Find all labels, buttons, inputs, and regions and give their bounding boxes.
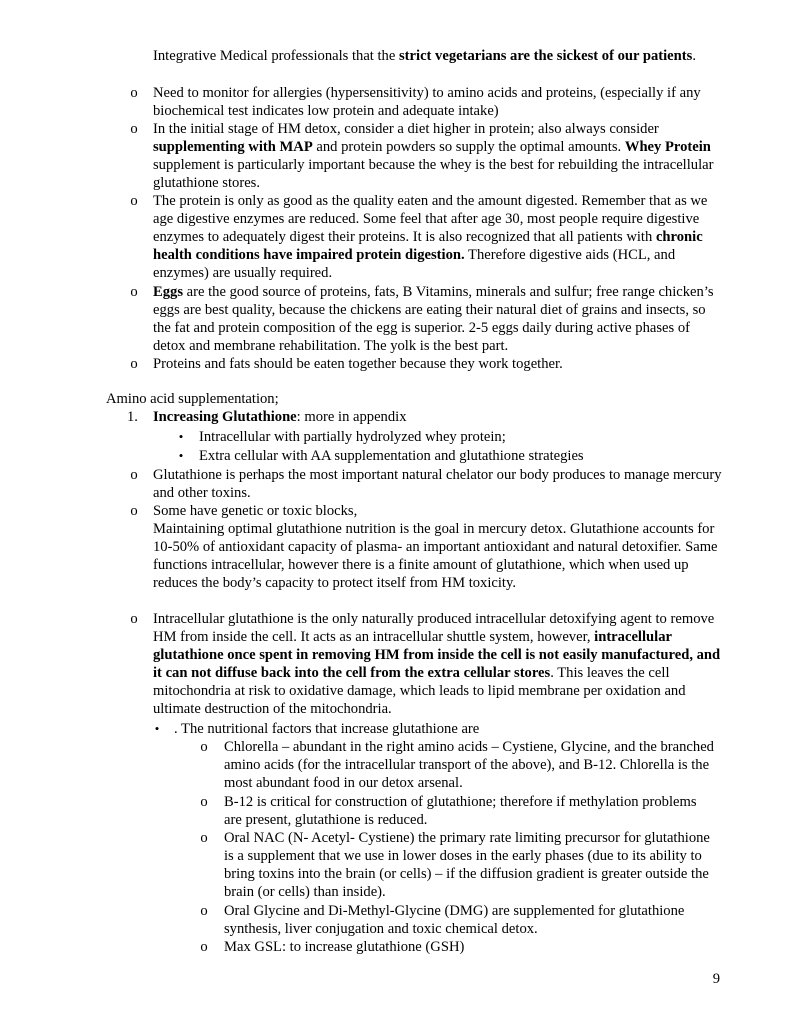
factors-heading: . The nutritional factors that increase glutathione are: [174, 721, 480, 737]
list-marker: o: [200, 939, 208, 955]
sub-list-item: Extra cellular with AA supplementation and glutathione strategies: [199, 448, 584, 464]
list-item-text: Intracellular glutathione is the only naturally produced intracellular detoxifying agent to remove HM from inside the cell. It acts as an intracellular shuttle system, however,: [153, 611, 715, 645]
list-marker: o: [200, 903, 208, 919]
list-marker: o: [130, 611, 138, 627]
bullet-marker: •: [178, 448, 184, 463]
list-item-text: Proteins and fats should be eaten together because they work together.: [153, 356, 563, 372]
list-item-text: Maintaining optimal glutathione nutrition is the goal in mercury detox. Glutathione accounts for 10-50% of antioxidant capacity of plasma- an important antioxidant and natural detoxifier. Same functions intracellular, however there is a finite amount of glutathione, which when used up reduces the body’s capacity to protect itself from HM toxicity.: [153, 521, 718, 591]
bullet-marker: •: [154, 721, 160, 736]
list-marker: o: [130, 85, 138, 101]
list-item-text: Therefore digestive aids (HCL, and enzymes) are usually required.: [153, 247, 676, 281]
list-item-bold: supplementing with MAP: [153, 139, 313, 155]
list-item-text: Some have genetic or toxic blocks,: [153, 503, 358, 519]
list-item-bold: Whey Protein: [624, 139, 711, 155]
section-heading: Amino acid supplementation;: [106, 391, 279, 407]
list-item-text: are the good source of proteins, fats, B Vitamins, minerals and sulfur; free range chicken’s eggs are best quality, because the chickens are eating their natural diet of grains and insects, so the fat and protein composition of the egg is superior. 2-5 eggs daily during active phases of detox and membrane rehabilitation. The yolk is the best part.: [153, 284, 714, 354]
list-item-text: Need to monitor for allergies (hypersensitivity) to amino acids and proteins, (especially if any biochemical test indicates low protein and adequate intake): [153, 85, 701, 119]
intro-paragraph: [153, 47, 725, 65]
intro-bold: strict vegetarians are the sickest of our patients: [399, 48, 693, 64]
list-item: [153, 84, 725, 120]
list-marker: o: [130, 356, 138, 372]
list-item: [153, 466, 725, 502]
page-number: 9: [712, 971, 720, 987]
list-item-bold: Eggs: [153, 284, 184, 300]
list-item: [153, 502, 725, 592]
numbered-item-text: : more in appendix: [296, 409, 407, 425]
factor-item: Oral NAC (N- Acetyl- Cystiene) the primary rate limiting precursor for glutathione is a supplement that we use in lower doses in the early phases (due to its ability to bring toxins into the brain (or cells) – if the diffusion gradient is greater outside the brain (or cells) than inside).: [224, 830, 710, 900]
list-marker: o: [130, 467, 138, 483]
list-item-bold: chronic health conditions have impaired protein digestion.: [153, 229, 703, 263]
list-item-text: supplement is particularly important because the whey is the best for rebuilding the intracellular glutathione stores.: [153, 157, 714, 191]
sub-list-item: Intracellular with partially hydrolyzed whey protein;: [199, 429, 506, 445]
list-item-text: and protein powders so supply the optimal amounts.: [312, 139, 625, 155]
list-item-bold: intracellular glutathione once spent in removing HM from inside the cell is not easily manufactured, and it can not diffuse back into the cell from the extra cellular stores: [153, 629, 721, 681]
list-item: [153, 192, 725, 282]
list-marker: o: [200, 739, 208, 755]
list-item: [153, 355, 725, 373]
numbered-item: [153, 408, 725, 426]
list-marker: o: [130, 284, 138, 300]
list-item-text: In the initial stage of HM detox, consider a diet higher in protein; also always consider: [153, 121, 659, 137]
factor-item: Max GSL: to increase glutathione (GSH): [224, 939, 465, 955]
bullet-marker: •: [178, 429, 184, 444]
intro-text: Integrative Medical professionals that the: [153, 48, 399, 64]
list-marker: o: [130, 503, 138, 519]
factor-item: Chlorella – abundant in the right amino acids – Cystiene, Glycine, and the branched amino acids (for the intracellular transport of the above), and B-12. Chlorella is the most abundant food in our detox arsenal.: [224, 739, 714, 791]
list-marker: o: [200, 830, 208, 846]
list-item: [153, 283, 725, 355]
list-item: [153, 610, 725, 718]
list-item-text: The protein is only as good as the quality eaten and the amount digested. Remember that as we age digestive enzymes are reduced. Some feel that after age 30, most people require digestive enzymes to adequately digest their proteins. It is also recognized that all patients with: [153, 193, 708, 245]
list-number: 1.: [127, 409, 138, 425]
list-item-text: . This leaves the cell mitochondria at risk to oxidative damage, which leads to lipid membrane per oxidation and ultimate destruction of the mitochondria.: [153, 665, 686, 717]
list-marker: o: [200, 794, 208, 810]
list-item-text: Glutathione is perhaps the most important natural chelator our body produces to manage mercury and other toxins.: [153, 467, 722, 501]
intro-text-end: .: [692, 48, 696, 64]
numbered-item-bold: Increasing Glutathione: [153, 409, 297, 425]
list-marker: o: [130, 193, 138, 209]
factor-item: B-12 is critical for construction of glutathione; therefore if methylation problems are present, glutathione is reduced.: [224, 794, 697, 828]
list-marker: o: [130, 121, 138, 137]
list-item: [153, 120, 725, 192]
factor-item: Oral Glycine and Di-Methyl-Glycine (DMG) are supplemented for glutathione synthesis, liver conjugation and toxic chemical detox.: [224, 903, 685, 937]
